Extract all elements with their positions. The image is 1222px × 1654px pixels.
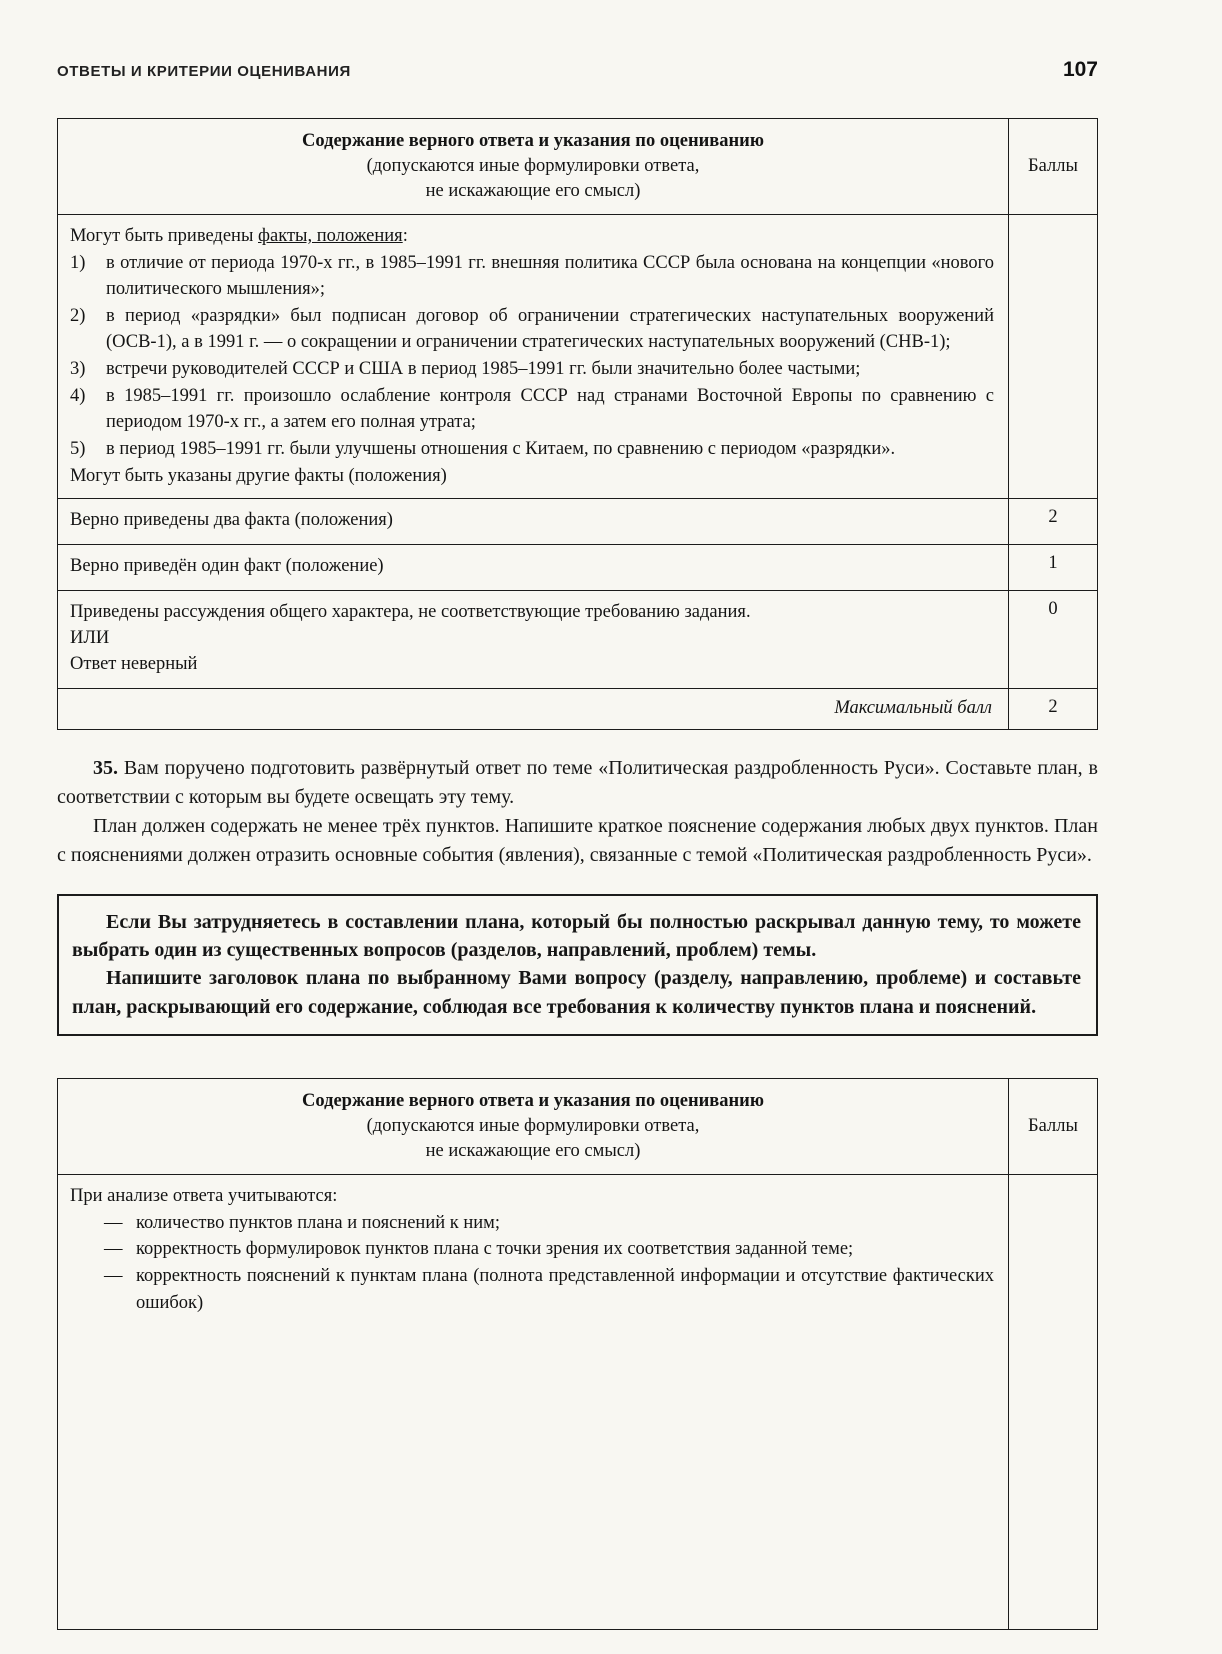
table2-analysis-cell: [58, 1175, 1009, 1630]
fact-item-5: [70, 436, 994, 463]
table2-points-header: Баллы: [1009, 1079, 1098, 1175]
fact-item-text: в период 1985–1991 гг. были улучшены отношения с Китаем, по сравнению с периодом «разрядки».: [106, 438, 896, 459]
score-row-0: [58, 590, 1098, 688]
fact-item-text: в отличие от периода 1970-х гг., в 1985–1991 гг. внешняя политика СССР была основана на концепции «нового политического мышления»;: [106, 252, 994, 300]
analysis-item-text: корректность формулировок пунктов плана с точки зрения их соответствия заданной теме;: [136, 1239, 854, 1260]
table2-header-subtitle-1: (допускаются иные формулировки ответа,: [366, 1116, 700, 1137]
table1-answer-points-cell: [1009, 214, 1098, 498]
answer-outro: Могут быть указаны другие факты (положения): [70, 465, 447, 486]
criteria-table-2: [57, 1078, 1098, 1630]
table1-header-row: [58, 119, 1098, 215]
analysis-item-text: количество пунктов плана и пояснений к ним;: [136, 1212, 501, 1233]
max-score-points: 2: [1009, 688, 1098, 729]
fact-item-number: 3): [70, 359, 86, 380]
dash-glyph: —: [104, 1239, 123, 1260]
answer-intro-underlined: факты, положения: [258, 225, 403, 246]
score-row-2: [58, 499, 1098, 545]
score-row-points: 1: [1009, 545, 1098, 591]
fact-item-text: встречи руководителей СССР и США в период 1985–1991 гг. были значительно более частыми;: [106, 359, 861, 380]
page-header: [57, 58, 1098, 82]
criteria-table-2-wrapper: [57, 1078, 1098, 1630]
instruction-box-paragraph-1: Если Вы затрудняетесь в составлении плана, который бы полностью раскрывал данную тему, то можете выбрать один из существенных вопросов (разделов, направлений, проблем) темы.: [72, 910, 1081, 961]
score-row-points: 0: [1009, 590, 1098, 688]
table1-header-subtitle-1: (допускаются иные формулировки ответа,: [366, 155, 700, 176]
table1-answer-row: [58, 214, 1098, 498]
answer-intro: [70, 223, 994, 250]
instruction-box: [57, 894, 1098, 1037]
score-row-text: Верно приведён один факт (положение): [58, 545, 1009, 591]
analysis-dash-list: [70, 1210, 994, 1317]
score-row-points: 2: [1009, 499, 1098, 545]
score-row-0-line1: Приведены рассуждения общего характера, не соответствующие требованию задания.: [70, 601, 751, 622]
table1-header-title: Содержание верного ответа и указания по оцениванию: [302, 131, 764, 151]
table2-header-content-cell: [58, 1079, 1009, 1175]
dash-glyph: —: [104, 1212, 123, 1233]
fact-item-text: в период «разрядки» был подписан договор об ограничении стратегических наступательных вооружений (ОСВ-1), а в 1991 г. — о сокращении и ограничении стратегических наступательных вооружений (СНВ-1);: [106, 305, 994, 353]
answer-intro-suffix: :: [402, 225, 408, 246]
task-paragraph-1-text: Вам поручено подготовить развёрнутый ответ по теме «Политическая раздробленность Руси». Составьте план, в соответствии с которым вы будете освещать эту тему.: [57, 756, 1098, 808]
score-row-0-line2: ИЛИ: [70, 627, 110, 648]
analysis-item-2: [104, 1236, 994, 1263]
score-row-text: [58, 590, 1009, 688]
fact-item-4: [70, 383, 994, 436]
max-score-label: Максимальный балл: [58, 688, 1009, 729]
fact-item-number: 5): [70, 438, 86, 459]
fact-item-text: в 1985–1991 гг. произошло ослабление контроля СССР над странами Восточной Европы по сравнению с периодом 1970-х гг., а затем его полная утрата;: [106, 385, 994, 433]
task-number: 35.: [93, 756, 118, 779]
criteria-table-1: [57, 118, 1098, 730]
dash-glyph: —: [104, 1265, 123, 1286]
task-paragraph-2: План должен содержать не менее трёх пунктов. Напишите краткое пояснение содержания любых двух пунктов. План с пояснениями должен отразить основные события (явления), связанные с темой «Политическая раздробленность Руси».: [57, 814, 1098, 866]
table1-answer-cell: [58, 214, 1009, 498]
page-number: 107: [1062, 58, 1098, 81]
score-row-text: Верно приведены два факта (положения): [58, 499, 1009, 545]
answer-intro-prefix: Могут быть приведены: [70, 225, 258, 246]
analysis-intro: При анализе ответа учитываются:: [70, 1186, 338, 1207]
table2-header-row: [58, 1079, 1098, 1175]
task-35-block: [57, 754, 1098, 870]
table2-analysis-points-cell: [1009, 1175, 1098, 1630]
score-row-1: [58, 545, 1098, 591]
task-paragraph-1: [57, 754, 1098, 812]
instruction-box-paragraph-2: Напишите заголовок плана по выбранному Вами вопросу (разделу, направлению, проблеме) и составьте план, раскрывающий его содержание, соблюдая все требования к количеству пунктов плана и пояснений.: [72, 967, 1081, 1018]
table1-header-content-cell: [58, 119, 1009, 215]
fact-item-number: 2): [70, 305, 86, 326]
fact-item-number: 4): [70, 385, 86, 406]
fact-item-2: [70, 303, 994, 356]
analysis-item-text: корректность пояснений к пунктам плана (полнота представленной информации и отсутствие фактических ошибок): [136, 1265, 994, 1313]
score-row-0-line3: Ответ неверный: [70, 653, 198, 674]
analysis-item-3: [104, 1263, 994, 1316]
table2-analysis-row: [58, 1175, 1098, 1630]
table2-header-subtitle-2: не искажающие его смысл): [425, 1141, 641, 1162]
fact-item-number: 1): [70, 252, 86, 273]
max-score-row: [58, 688, 1098, 729]
table1-header-subtitle-2: не искажающие его смысл): [425, 180, 641, 201]
table2-header-title: Содержание верного ответа и указания по оцениванию: [302, 1091, 764, 1112]
analysis-item-1: [104, 1210, 994, 1237]
fact-item-1: [70, 250, 994, 303]
fact-item-3: [70, 356, 994, 383]
table1-points-header: Баллы: [1009, 119, 1098, 215]
running-title: ОТВЕТЫ И КРИТЕРИИ ОЦЕНИВАНИЯ: [57, 63, 351, 80]
